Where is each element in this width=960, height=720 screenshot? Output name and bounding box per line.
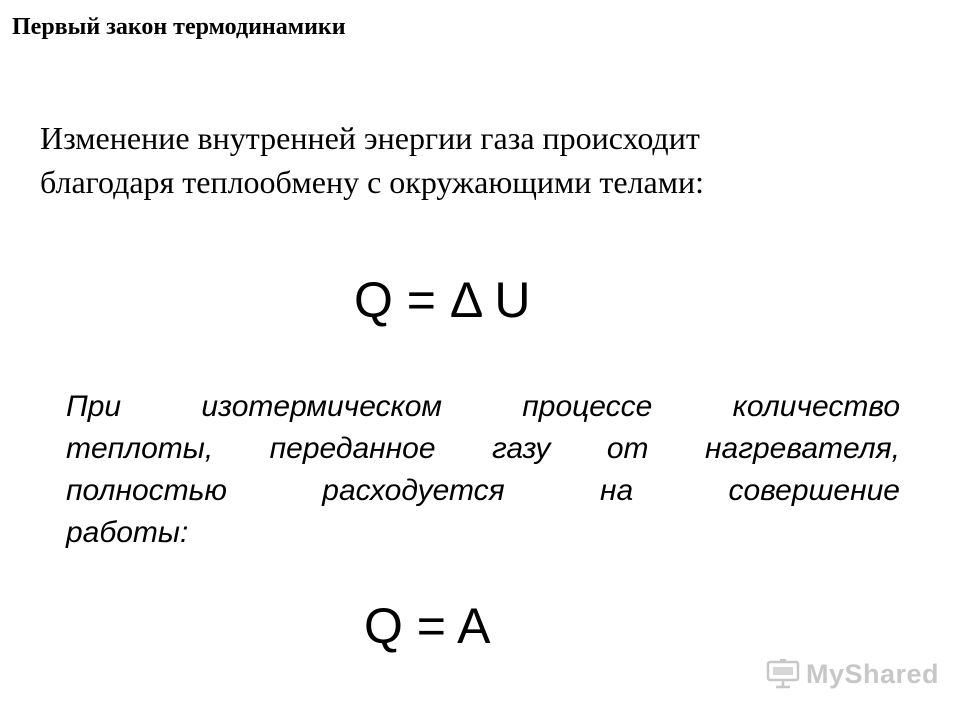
watermark-text: MyShared (806, 658, 940, 689)
paragraph-line-1: При изотермическом процессе количество (66, 390, 900, 423)
intro-line-2: благодаря теплообмену с окружающими телами: (40, 164, 704, 200)
paragraph-line-4: работы: (66, 516, 189, 549)
paragraph-line-2: теплоты, переданное газу от нагревателя, (66, 432, 900, 465)
paragraph-line-3: полностью расходуется на совершение (66, 474, 900, 507)
presentation-board-icon (766, 659, 800, 689)
intro-text (40, 116, 840, 204)
watermark (766, 656, 939, 692)
formula-heat-equals-work: Q = A (364, 598, 491, 654)
intro-line-1: Изменение внутренней энергии газа происходит (40, 120, 700, 156)
formula-heat-equals-internal-energy: Q = Δ U (354, 272, 531, 328)
isothermal-paragraph (66, 386, 900, 554)
slide-title: Первый закон термодинамики (12, 14, 346, 40)
